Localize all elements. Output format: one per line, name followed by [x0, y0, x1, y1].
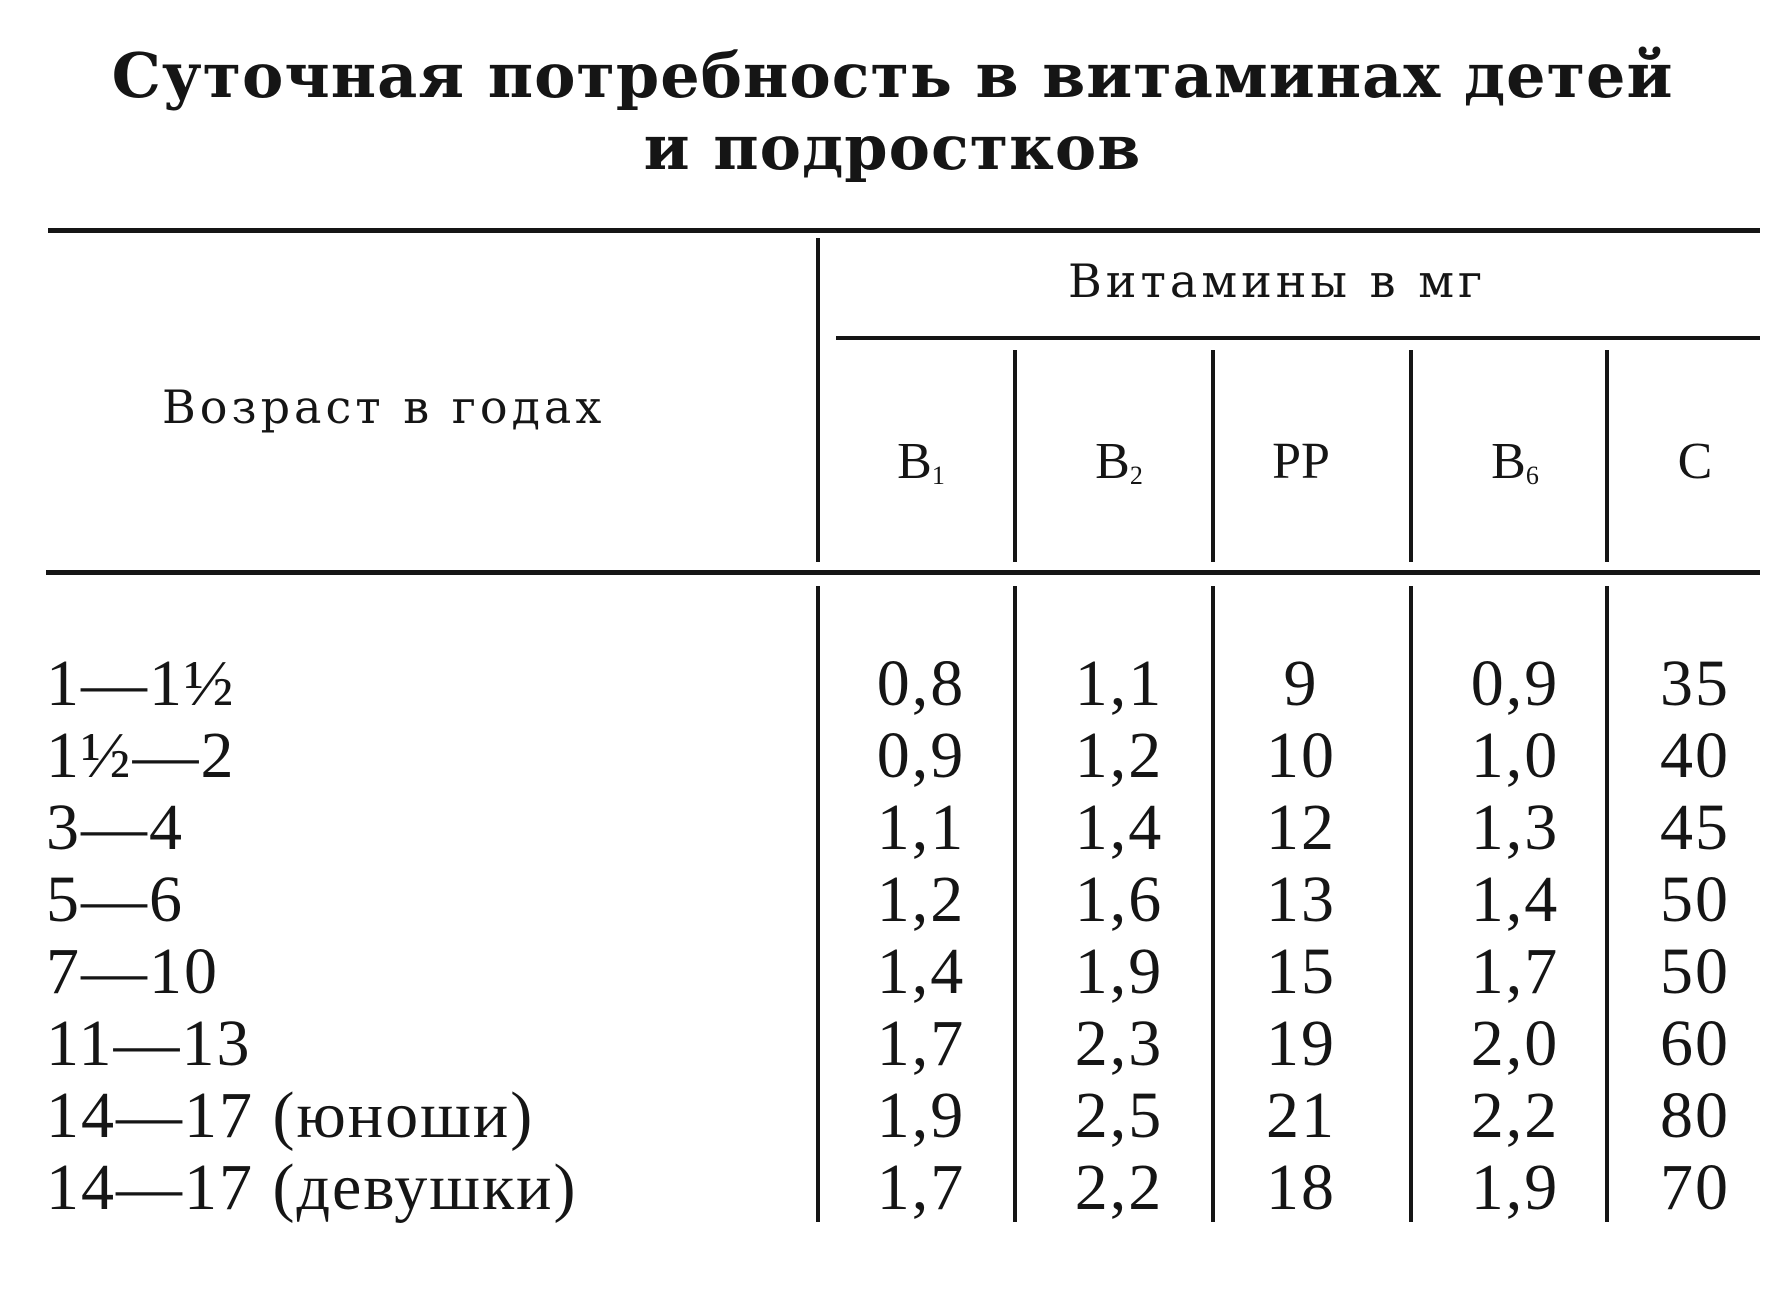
value-cell-pp: 21 [1266, 1079, 1336, 1152]
column-header-pp [1226, 432, 1376, 491]
age-cell: 7—10 [46, 935, 219, 1008]
column-header-c-name: C [1677, 433, 1713, 490]
value-cell-pp: 15 [1266, 935, 1336, 1008]
column-header-b2-sub: 2 [1129, 461, 1143, 490]
table-title-line-1: Суточная потребность в витаминах детей [111, 39, 1674, 112]
value-cell-pp: 9 [1283, 647, 1319, 720]
table-row [0, 864, 1785, 936]
value-cell-b1: 0,9 [876, 719, 966, 792]
value-cell-pp: 13 [1266, 863, 1336, 936]
column-header-pp-name: PP [1272, 433, 1330, 490]
column-header-b2-name: B [1095, 433, 1130, 490]
value-cell-b6: 1,4 [1470, 863, 1560, 936]
value-cell-b6: 1,3 [1470, 791, 1560, 864]
table-row [0, 936, 1785, 1008]
value-cell-b2: 1,1 [1074, 647, 1164, 720]
value-cell-b1: 1,7 [876, 1007, 966, 1080]
age-cell: 11—13 [46, 1007, 252, 1080]
header-divider-b1 [1013, 350, 1017, 562]
age-cell: 1½—2 [46, 719, 236, 792]
table-row [0, 1080, 1785, 1152]
header-divider-pp [1409, 350, 1413, 562]
header-divider-b6 [1605, 350, 1609, 562]
column-header-c [1620, 432, 1770, 491]
top-rule [48, 228, 1760, 233]
value-cell-b1: 0,8 [876, 647, 966, 720]
column-header-b1-sub: 1 [931, 461, 945, 490]
column-header-b1 [846, 432, 996, 491]
value-cell-b6: 1,7 [1470, 935, 1560, 1008]
value-cell-c: 70 [1660, 1151, 1730, 1224]
table-row [0, 720, 1785, 792]
age-cell: 5—6 [46, 863, 184, 936]
value-cell-c: 35 [1660, 647, 1730, 720]
value-cell-b6: 2,0 [1470, 1007, 1560, 1080]
value-cell-b2: 1,9 [1074, 935, 1164, 1008]
value-cell-pp: 19 [1266, 1007, 1336, 1080]
value-cell-b1: 1,7 [876, 1151, 966, 1224]
header-bottom-rule [46, 570, 1760, 575]
column-header-b2 [1044, 432, 1194, 491]
group-header-rule [836, 336, 1760, 340]
table-row [0, 1152, 1785, 1224]
value-cell-c: 40 [1660, 719, 1730, 792]
table-title-line-2: и подростков [643, 111, 1142, 184]
value-cell-b1: 1,2 [876, 863, 966, 936]
value-cell-b2: 1,6 [1074, 863, 1164, 936]
value-cell-c: 45 [1660, 791, 1730, 864]
value-cell-b6: 2,2 [1470, 1079, 1560, 1152]
column-header-b6-name: B [1491, 433, 1526, 490]
value-cell-c: 50 [1660, 935, 1730, 1008]
value-cell-b2: 2,5 [1074, 1079, 1164, 1152]
value-cell-b6: 1,9 [1470, 1151, 1560, 1224]
column-header-b1-name: B [897, 433, 932, 490]
table-row [0, 1008, 1785, 1080]
header-divider-b2 [1211, 350, 1215, 562]
value-cell-b2: 1,4 [1074, 791, 1164, 864]
value-cell-pp: 12 [1266, 791, 1336, 864]
value-cell-b2: 2,2 [1074, 1151, 1164, 1224]
value-cell-b1: 1,4 [876, 935, 966, 1008]
value-cell-c: 50 [1660, 863, 1730, 936]
value-cell-b6: 1,0 [1470, 719, 1560, 792]
value-cell-b6: 0,9 [1470, 647, 1560, 720]
value-cell-b2: 2,3 [1074, 1007, 1164, 1080]
age-cell: 3—4 [46, 791, 184, 864]
table-row [0, 792, 1785, 864]
vitamins-group-header: Витамины в мг [1068, 254, 1487, 308]
value-cell-b1: 1,9 [876, 1079, 966, 1152]
table-row [0, 648, 1785, 720]
age-cell: 14—17 (юноши) [46, 1079, 535, 1152]
value-cell-c: 80 [1660, 1079, 1730, 1152]
age-cell: 14—17 (девушки) [46, 1151, 578, 1224]
value-cell-b1: 1,1 [876, 791, 966, 864]
value-cell-b2: 1,2 [1074, 719, 1164, 792]
age-cell: 1—1½ [46, 647, 236, 720]
value-cell-c: 60 [1660, 1007, 1730, 1080]
age-column-header: Возраст в годах [162, 380, 606, 434]
value-cell-pp: 18 [1266, 1151, 1336, 1224]
value-cell-pp: 10 [1266, 719, 1336, 792]
column-header-b6-sub: 6 [1525, 461, 1539, 490]
column-header-b6 [1440, 432, 1590, 491]
header-divider-age [816, 238, 820, 562]
